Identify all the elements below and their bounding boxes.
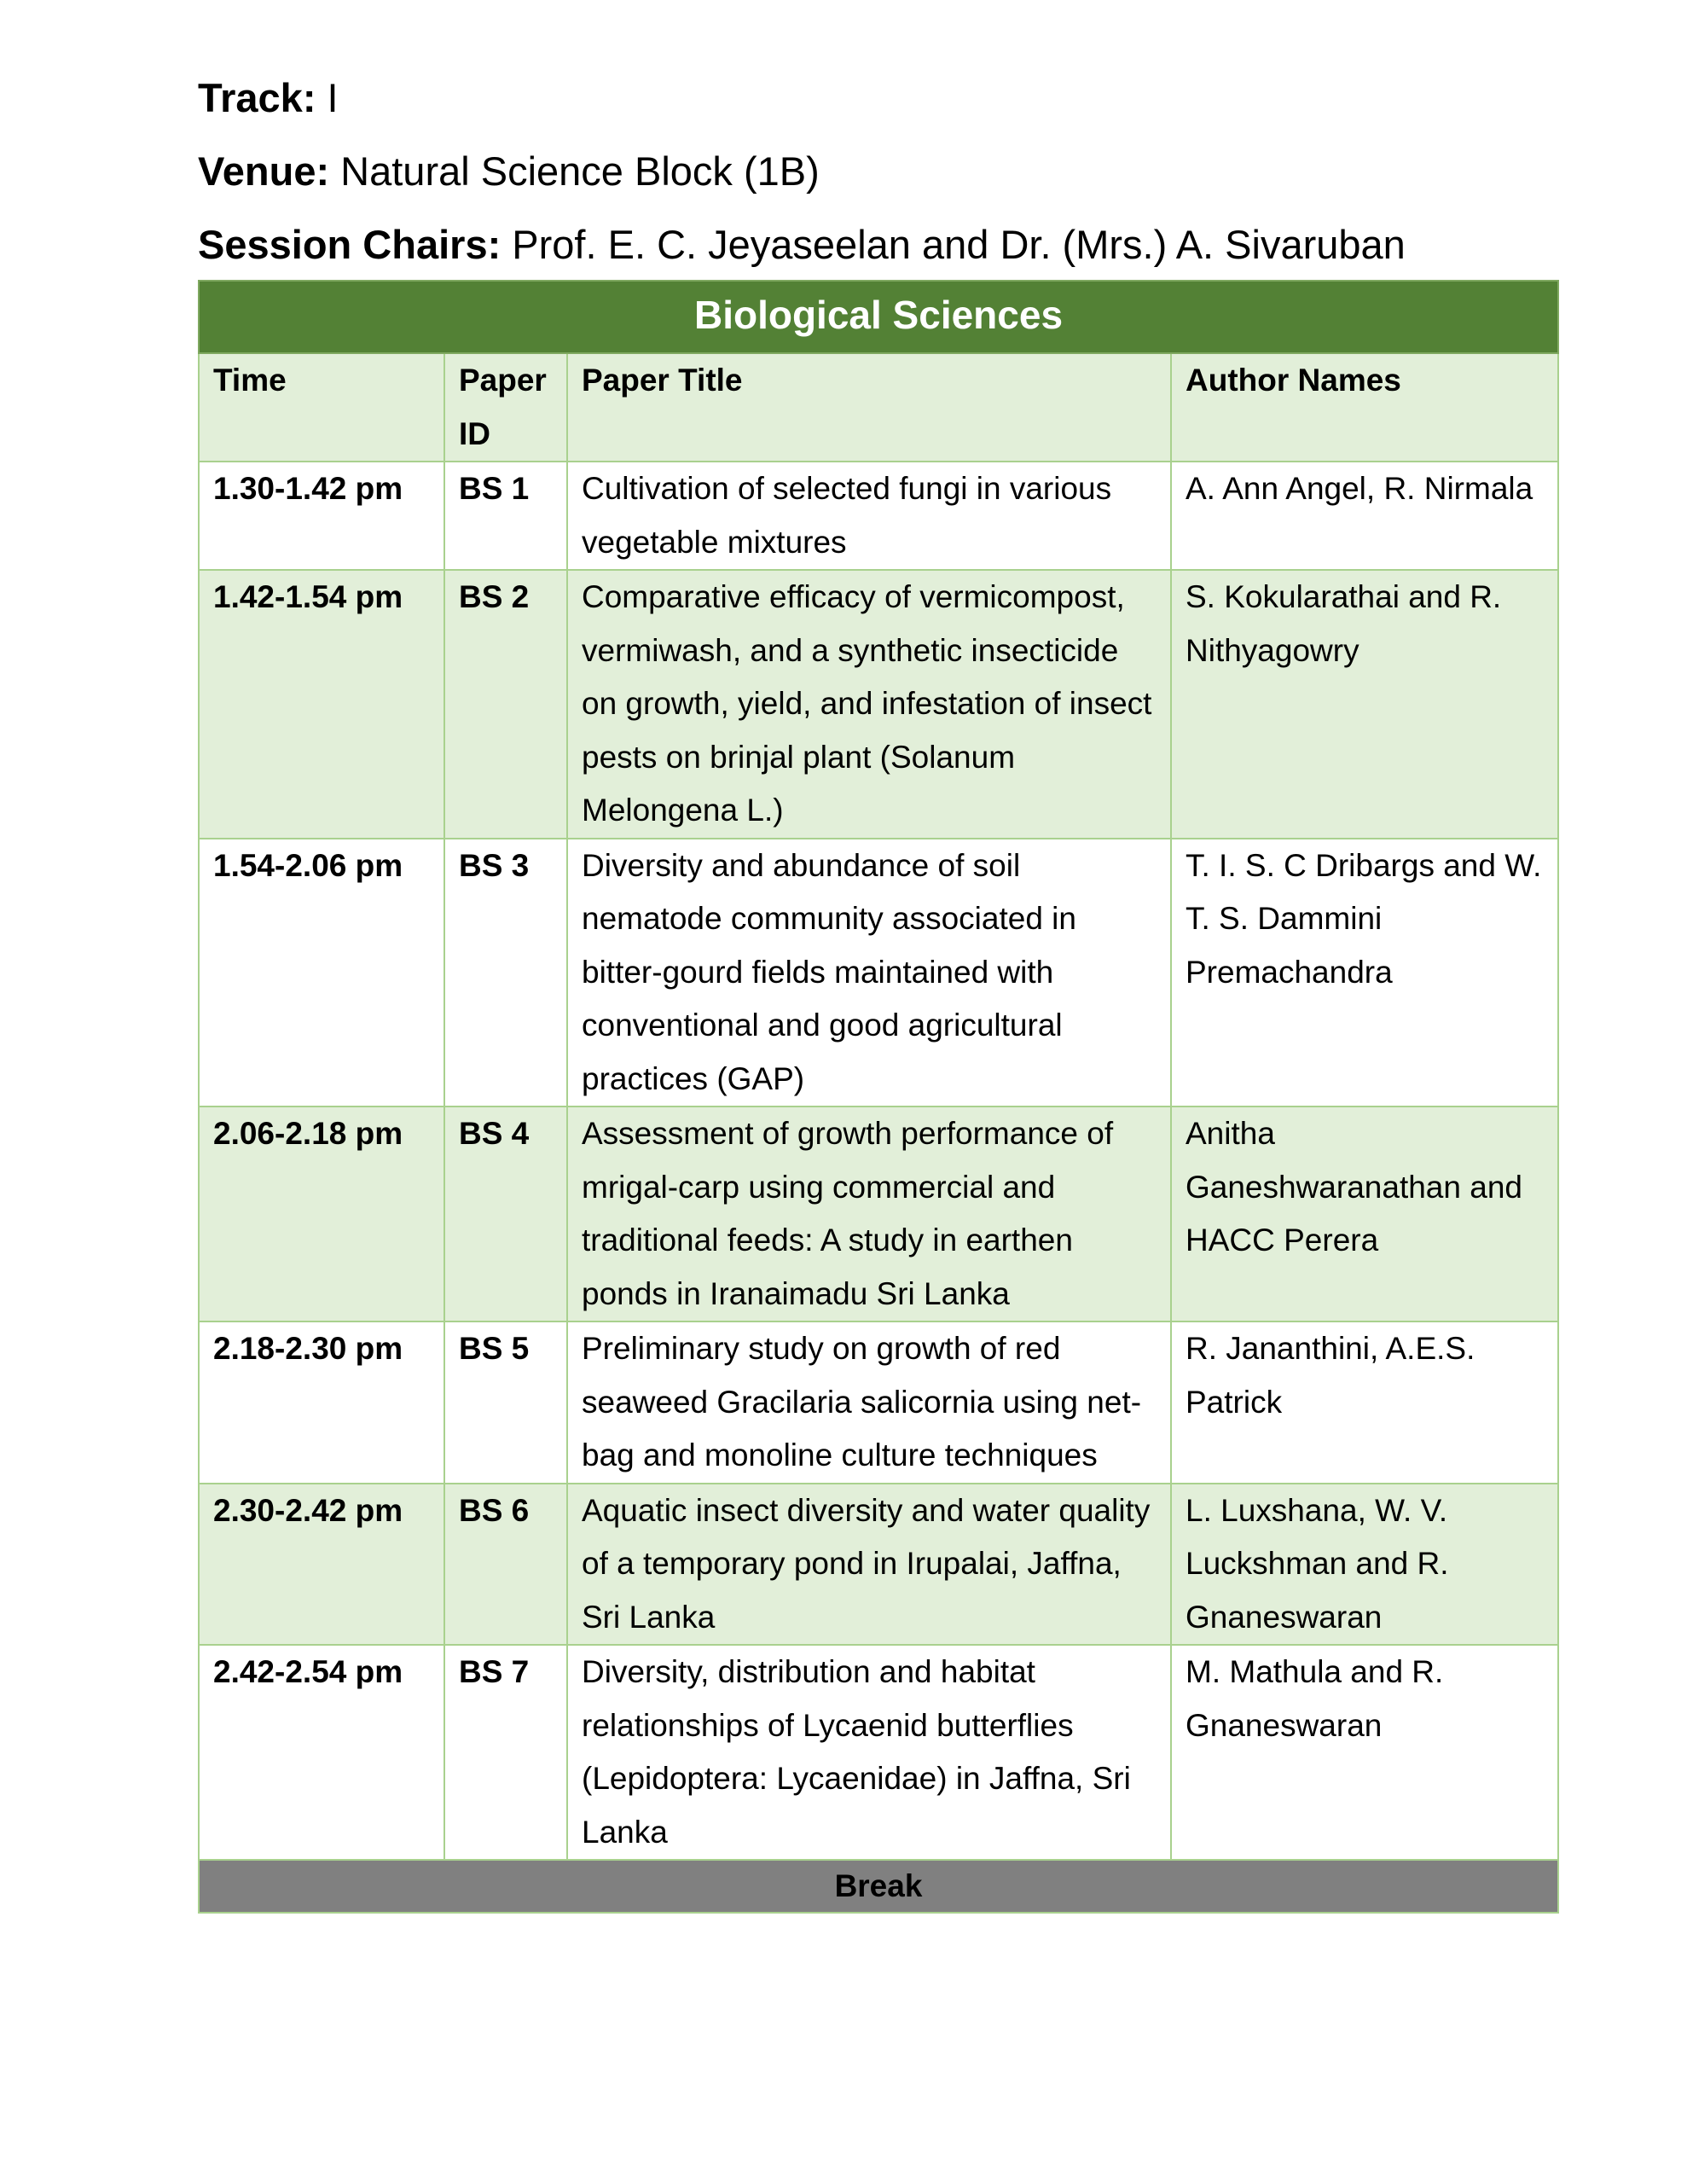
paper-title-cell: Cultivation of selected fungi in various vegetable mixtures (567, 462, 1171, 570)
session-chairs-line (198, 208, 1562, 282)
paper-title-cell: Preliminary study on growth of red seaweed Gracilaria salicornia using net-bag and monoline culture techniques (567, 1321, 1171, 1484)
time-cell: 2.30-2.42 pm (199, 1484, 444, 1646)
paper-id-cell: BS 4 (444, 1107, 567, 1321)
author-names-cell: A. Ann Angel, R. Nirmala (1171, 462, 1558, 570)
column-header-row (199, 353, 1558, 462)
track-line (198, 61, 1562, 135)
column-header-author-names: Author Names (1171, 353, 1558, 462)
author-names-cell: S. Kokularathai and R. Nithyagowry (1171, 570, 1558, 839)
author-names-cell: Anitha Ganeshwaranathan and HACC Perera (1171, 1107, 1558, 1321)
table-row (199, 462, 1558, 570)
table-title-row (199, 281, 1558, 353)
paper-id-cell: BS 7 (444, 1645, 567, 1860)
paper-title-cell: Aquatic insect diversity and water quality of a temporary pond in Irupalai, Jaffna, Sri Lanka (567, 1484, 1171, 1646)
paper-id-cell: BS 2 (444, 570, 567, 839)
session-chairs-label: Session Chairs: (198, 222, 501, 267)
session-chairs-value: Prof. E. C. Jeyaseelan and Dr. (Mrs.) A. Sivaruban (512, 222, 1406, 267)
author-names-cell: T. I. S. C Dribargs and W. T. S. Dammini Premachandra (1171, 839, 1558, 1107)
time-cell: 2.06-2.18 pm (199, 1107, 444, 1321)
column-header-paper-title: Paper Title (567, 353, 1171, 462)
paper-id-cell: BS 5 (444, 1321, 567, 1484)
paper-title-cell: Assessment of growth performance of mrigal-carp using commercial and traditional feeds: A study in earthen ponds in Iranaimadu Sri Lanka (567, 1107, 1171, 1321)
time-cell: 1.54-2.06 pm (199, 839, 444, 1107)
table-row (199, 1484, 1558, 1646)
time-cell: 2.18-2.30 pm (199, 1321, 444, 1484)
break-label: Break (199, 1860, 1558, 1913)
venue-label: Venue: (198, 148, 330, 194)
author-names-cell: M. Mathula and R. Gnaneswaran (1171, 1645, 1558, 1860)
paper-id-cell: BS 1 (444, 462, 567, 570)
venue-line (198, 135, 1562, 208)
author-names-cell: R. Jananthini, A.E.S. Patrick (1171, 1321, 1558, 1484)
table-row (199, 1321, 1558, 1484)
track-value: I (327, 75, 339, 120)
time-cell: 1.30-1.42 pm (199, 462, 444, 570)
paper-id-cell: BS 3 (444, 839, 567, 1107)
schedule-table (198, 280, 1559, 1914)
column-header-time: Time (199, 353, 444, 462)
table-row (199, 570, 1558, 839)
column-header-paper-id: Paper ID (444, 353, 567, 462)
break-row (199, 1860, 1558, 1913)
author-names-cell: L. Luxshana, W. V. Luckshman and R. Gnaneswaran (1171, 1484, 1558, 1646)
table-row (199, 1107, 1558, 1321)
session-header (198, 61, 1562, 282)
time-cell: 2.42-2.54 pm (199, 1645, 444, 1860)
paper-title-cell: Comparative efficacy of vermicompost, vermiwash, and a synthetic insecticide on growth, yield, and infestation of insect pests on brinjal plant (Solanum Melongena L.) (567, 570, 1171, 839)
paper-id-cell: BS 6 (444, 1484, 567, 1646)
table-title: Biological Sciences (199, 281, 1558, 353)
table-row (199, 1645, 1558, 1860)
paper-title-cell: Diversity and abundance of soil nematode community associated in bitter-gourd fields maintained with conventional and good agricultural practices (GAP) (567, 839, 1171, 1107)
venue-value: Natural Science Block (1B) (340, 148, 820, 194)
time-cell: 1.42-1.54 pm (199, 570, 444, 839)
paper-title-cell: Diversity, distribution and habitat relationships of Lycaenid butterflies (Lepidoptera: Lycaenidae) in Jaffna, Sri Lanka (567, 1645, 1171, 1860)
table-row (199, 839, 1558, 1107)
track-label: Track: (198, 75, 316, 120)
